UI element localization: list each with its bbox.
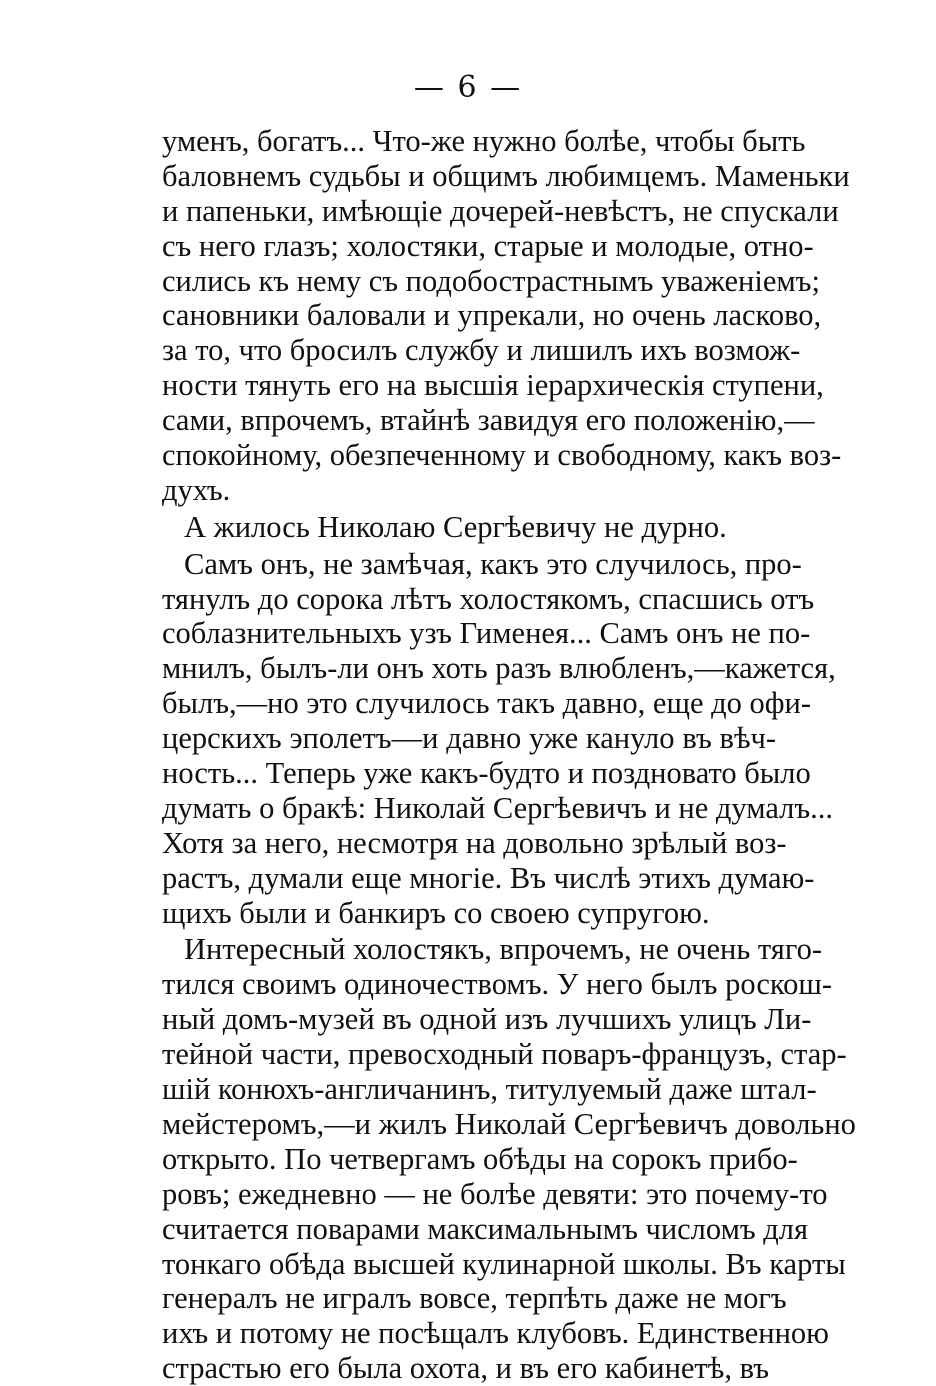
- text-line: спокойному, обезпеченному и свободному, какъ воз-: [162, 438, 842, 473]
- text-line: ность... Теперь уже какъ-будто и поздновато было: [162, 756, 811, 791]
- text-line: за то, что бросилъ службу и лишилъ ихъ возмож-: [162, 333, 801, 368]
- text-line: щихъ были и банкиръ со своею супругою.: [162, 895, 710, 930]
- text-line: мнилъ, былъ-ли онъ хоть разъ влюбленъ,—кажется,: [162, 651, 836, 686]
- page-number: — 6 —: [413, 70, 523, 105]
- text-line: генералъ не игралъ вовсе, терпѣть даже не могъ: [162, 1281, 787, 1316]
- paragraph: [162, 546, 836, 931]
- text-line: церскихъ эполетъ—и давно уже кануло въ вѣч-: [162, 721, 776, 756]
- text-line: тейной части, превосходный поваръ-французъ, стар-: [162, 1037, 847, 1072]
- text-line: тянулъ до сорока лѣтъ холостякомъ, спасшись отъ: [162, 581, 815, 616]
- text-line: тился своимъ одиночествомъ. У него былъ роскош-: [162, 967, 833, 1002]
- text-line: сами, впрочемъ, втайнѣ завидуя его положенію,—: [162, 403, 815, 438]
- text-line: тонкаго обѣда высшей кулинарной школы. Въ карты: [162, 1246, 846, 1281]
- text-body: [162, 124, 856, 1386]
- paragraph: [162, 932, 856, 1386]
- text-line: А жилось Николаю Сергѣевичу не дурно.: [184, 509, 727, 544]
- text-line: баловнемъ судьбы и общимъ любимцемъ. Маменьки: [162, 158, 850, 193]
- text-line: думать о бракѣ: Николай Сергѣевичъ и не думалъ...: [162, 790, 834, 825]
- text-line: шій конюхъ-англичанинъ, титулуемый даже штал-: [162, 1072, 817, 1107]
- text-line: соблазнительныхъ узъ Гименея... Самъ онъ не по-: [162, 616, 811, 651]
- text-line: ности тянуть его на высшія іерархическія ступени,: [162, 368, 824, 403]
- text-line: страстью его была охота, и въ его кабинетѣ, въ: [162, 1351, 769, 1386]
- text-line: сились къ нему съ подобострастнымъ уваженіемъ;: [162, 263, 820, 298]
- text-line: открыто. По четвергамъ обѣды на сорокъ прибо-: [162, 1141, 798, 1176]
- text-line: сановники баловали и упрекали, но очень ласково,: [162, 298, 822, 333]
- paragraph: [162, 124, 850, 508]
- text-line: мейстеромъ,—и жилъ Николай Сергѣевичъ довольно: [162, 1106, 856, 1141]
- text-line: Самъ онъ, не замѣчая, какъ это случилось, про-: [184, 546, 802, 581]
- text-line: былъ,—но это случилось такъ давно, еще до офи-: [162, 686, 811, 721]
- text-line: Хотя за него, несмотря на довольно зрѣлый воз-: [162, 825, 787, 860]
- text-line: растъ, думали еще многіе. Въ числѣ этихъ думаю-: [162, 860, 815, 895]
- text-line: духъ.: [162, 472, 231, 507]
- text-line: ровъ; ежедневно — не болѣе девяти: это почему-то: [162, 1176, 828, 1211]
- text-line: уменъ, богатъ... Что-же нужно болѣе, чтобы быть: [162, 124, 806, 158]
- text-line: съ него глазъ; холостяки, старые и молодые, отно-: [162, 228, 814, 263]
- text-line: и папеньки, имѣющіе дочерей-невѣстъ, не спускали: [162, 193, 839, 228]
- text-line: ный домъ-музей въ одной изъ лучшихъ улицъ Ли-: [162, 1002, 812, 1037]
- paragraph: [162, 510, 776, 545]
- text-line: ихъ и потому не посѣщалъ клубовъ. Единственною: [162, 1316, 829, 1351]
- text-line: считается поварами максимальнымъ числомъ для: [162, 1211, 809, 1246]
- text-line: Интересный холостякъ, впрочемъ, не очень тяго-: [184, 932, 822, 967]
